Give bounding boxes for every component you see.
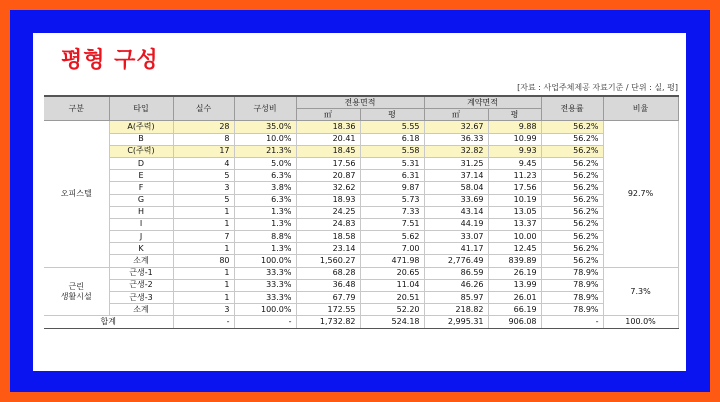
cell-contract-sqm: 36.33 (424, 133, 488, 145)
cell-ratio: 1.3% (234, 243, 296, 255)
cell-contract-pyeong: 9.88 (488, 121, 541, 133)
group-proportion: 7.3% (603, 267, 678, 316)
cell-contract-pyeong: 13.99 (488, 279, 541, 291)
cell-contract-sqm: 37.14 (424, 170, 488, 182)
cell-exclusive-sqm: 24.83 (296, 218, 360, 230)
cell-contract-sqm: 58.04 (424, 182, 488, 194)
cell-contract-sqm: 43.14 (424, 206, 488, 218)
cell-usage-rate: 56.2% (541, 170, 603, 182)
table-row (44, 243, 678, 255)
cell-exclusive-pyeong: 11.04 (360, 279, 424, 291)
cell-ratio: 33.3% (234, 279, 296, 291)
cell-contract-pyeong: 12.45 (488, 243, 541, 255)
cell-contract-sqm: 31.25 (424, 157, 488, 169)
cell-ratio: 6.3% (234, 194, 296, 206)
cell-usage-rate: 56.2% (541, 145, 603, 157)
cell-contract-pyeong: 839.89 (488, 255, 541, 267)
cell-units: 1 (173, 267, 234, 279)
total-units: - (173, 316, 234, 328)
header-exclusive-sqm: ㎡ (296, 109, 360, 121)
header-ratio: 구성비 (234, 96, 296, 121)
header-units: 실수 (173, 96, 234, 121)
cell-exclusive-pyeong: 52.20 (360, 304, 424, 316)
cell-exclusive-pyeong: 7.00 (360, 243, 424, 255)
cell-usage-rate: 78.9% (541, 292, 603, 304)
subtotal-row (44, 255, 678, 267)
header-exclusive-area: 전용면적 (296, 96, 424, 109)
table-row (44, 231, 678, 243)
cell-exclusive-pyeong: 9.87 (360, 182, 424, 194)
cell-exclusive-sqm: 36.48 (296, 279, 360, 291)
cell-type: K (109, 243, 173, 255)
cell-ratio: 33.3% (234, 292, 296, 304)
cell-usage-rate: 56.2% (541, 157, 603, 169)
cell-ratio: 100.0% (234, 255, 296, 267)
cell-type: E (109, 170, 173, 182)
cell-exclusive-sqm: 67.79 (296, 292, 360, 304)
table-row (44, 133, 678, 145)
cell-contract-sqm: 44.19 (424, 218, 488, 230)
total-exclusive-sqm: 1,732.82 (296, 316, 360, 328)
subtotal-row (44, 304, 678, 316)
group-label-line: 근린 (68, 281, 84, 291)
cell-exclusive-sqm: 18.36 (296, 121, 360, 133)
cell-exclusive-pyeong: 5.31 (360, 157, 424, 169)
cell-exclusive-pyeong: 6.31 (360, 170, 424, 182)
cell-contract-sqm: 218.82 (424, 304, 488, 316)
cell-units: 1 (173, 243, 234, 255)
cell-type: G (109, 194, 173, 206)
group-proportion: 92.7% (603, 121, 678, 267)
table-row (44, 145, 678, 157)
cell-usage-rate: 78.9% (541, 279, 603, 291)
group-label-line: 생활시설 (60, 291, 92, 301)
cell-exclusive-sqm: 172.55 (296, 304, 360, 316)
cell-ratio: 8.8% (234, 231, 296, 243)
cell-units: 1 (173, 292, 234, 304)
unit-composition-table (44, 95, 679, 329)
total-usage-rate: - (541, 316, 603, 328)
cell-ratio: 1.3% (234, 218, 296, 230)
group-label (44, 121, 109, 267)
header-contract-sqm: ㎡ (424, 109, 488, 121)
cell-usage-rate: 56.2% (541, 182, 603, 194)
cell-contract-pyeong: 26.19 (488, 267, 541, 279)
cell-contract-sqm: 32.82 (424, 145, 488, 157)
cell-contract-pyeong: 66.19 (488, 304, 541, 316)
page-title: 평형 구성 (61, 48, 159, 73)
cell-exclusive-pyeong: 5.62 (360, 231, 424, 243)
cell-units: 3 (173, 182, 234, 194)
cell-exclusive-sqm: 18.45 (296, 145, 360, 157)
cell-units: 1 (173, 206, 234, 218)
cell-contract-pyeong: 9.45 (488, 157, 541, 169)
cell-type: 근생-1 (109, 267, 173, 279)
cell-contract-sqm: 33.07 (424, 231, 488, 243)
office-section (44, 121, 678, 267)
header-exclusive-pyeong: 평 (360, 109, 424, 121)
cell-ratio: 10.0% (234, 133, 296, 145)
cell-exclusive-pyeong: 20.65 (360, 267, 424, 279)
cell-contract-sqm: 33.69 (424, 194, 488, 206)
header-proportion: 비율 (603, 96, 678, 121)
cell-usage-rate: 56.2% (541, 231, 603, 243)
cell-exclusive-pyeong: 5.58 (360, 145, 424, 157)
cell-units: 5 (173, 194, 234, 206)
cell-exclusive-sqm: 1,560.27 (296, 255, 360, 267)
cell-usage-rate: 56.2% (541, 206, 603, 218)
cell-ratio: 21.3% (234, 145, 296, 157)
header-contract-pyeong: 평 (488, 109, 541, 121)
header-type: 타입 (109, 96, 173, 121)
cell-units: 4 (173, 157, 234, 169)
cell-units: 7 (173, 231, 234, 243)
table-row (44, 267, 678, 279)
cell-type: I (109, 218, 173, 230)
cell-exclusive-pyeong: 7.51 (360, 218, 424, 230)
cell-contract-pyeong: 11.23 (488, 170, 541, 182)
cell-usage-rate: 56.2% (541, 255, 603, 267)
cell-usage-rate: 78.9% (541, 304, 603, 316)
cell-ratio: 3.8% (234, 182, 296, 194)
total-ratio: - (234, 316, 296, 328)
cell-ratio: 5.0% (234, 157, 296, 169)
cell-ratio: 100.0% (234, 304, 296, 316)
cell-exclusive-sqm: 18.58 (296, 231, 360, 243)
cell-units: 17 (173, 145, 234, 157)
cell-units: 3 (173, 304, 234, 316)
table-row (44, 121, 678, 133)
cell-exclusive-sqm: 20.87 (296, 170, 360, 182)
cell-ratio: 6.3% (234, 170, 296, 182)
cell-contract-pyeong: 9.93 (488, 145, 541, 157)
cell-type: J (109, 231, 173, 243)
cell-exclusive-sqm: 68.28 (296, 267, 360, 279)
table-row (44, 218, 678, 230)
table-row (44, 182, 678, 194)
cell-contract-pyeong: 10.99 (488, 133, 541, 145)
cell-ratio: 33.3% (234, 267, 296, 279)
cell-type: 근생-3 (109, 292, 173, 304)
cell-type: 소계 (109, 255, 173, 267)
table-row (44, 157, 678, 169)
cell-ratio: 1.3% (234, 206, 296, 218)
cell-type: 근생-2 (109, 279, 173, 291)
total-exclusive-pyeong: 524.18 (360, 316, 424, 328)
cell-exclusive-pyeong: 20.51 (360, 292, 424, 304)
cell-exclusive-pyeong: 5.73 (360, 194, 424, 206)
cell-contract-pyeong: 26.01 (488, 292, 541, 304)
header-contract-area: 계약면적 (424, 96, 541, 109)
total-section (44, 316, 678, 328)
cell-usage-rate: 56.2% (541, 121, 603, 133)
cell-exclusive-sqm: 23.14 (296, 243, 360, 255)
cell-usage-rate: 56.2% (541, 133, 603, 145)
cell-contract-pyeong: 13.05 (488, 206, 541, 218)
cell-contract-pyeong: 13.37 (488, 218, 541, 230)
total-label: 합계 (44, 316, 173, 328)
cell-contract-sqm: 86.59 (424, 267, 488, 279)
cell-exclusive-sqm: 17.56 (296, 157, 360, 169)
cell-type: B (109, 133, 173, 145)
header-usage-rate: 전용률 (541, 96, 603, 121)
total-contract-pyeong: 906.08 (488, 316, 541, 328)
cell-exclusive-sqm: 18.93 (296, 194, 360, 206)
cell-type: A(주력) (109, 121, 173, 133)
cell-exclusive-pyeong: 7.33 (360, 206, 424, 218)
cell-units: 80 (173, 255, 234, 267)
table-row (44, 194, 678, 206)
cell-usage-rate: 56.2% (541, 243, 603, 255)
header-group: 구분 (44, 96, 109, 121)
retail-section (44, 267, 678, 316)
cell-contract-sqm: 2,776.49 (424, 255, 488, 267)
cell-exclusive-sqm: 20.41 (296, 133, 360, 145)
cell-units: 5 (173, 170, 234, 182)
table-row (44, 292, 678, 304)
cell-ratio: 35.0% (234, 121, 296, 133)
cell-exclusive-pyeong: 5.55 (360, 121, 424, 133)
cell-type: C(주력) (109, 145, 173, 157)
cell-contract-sqm: 32.67 (424, 121, 488, 133)
table-row (44, 170, 678, 182)
cell-usage-rate: 56.2% (541, 218, 603, 230)
group-label (44, 267, 109, 316)
cell-units: 1 (173, 279, 234, 291)
content-panel (33, 33, 686, 371)
table-row (44, 279, 678, 291)
table-row (44, 206, 678, 218)
cell-contract-sqm: 46.26 (424, 279, 488, 291)
cell-contract-pyeong: 17.56 (488, 182, 541, 194)
cell-usage-rate: 78.9% (541, 267, 603, 279)
cell-contract-sqm: 85.97 (424, 292, 488, 304)
cell-type: F (109, 182, 173, 194)
total-contract-sqm: 2,995.31 (424, 316, 488, 328)
cell-units: 1 (173, 218, 234, 230)
cell-type: H (109, 206, 173, 218)
cell-units: 8 (173, 133, 234, 145)
total-proportion: 100.0% (603, 316, 678, 328)
cell-exclusive-pyeong: 471.98 (360, 255, 424, 267)
cell-contract-sqm: 41.17 (424, 243, 488, 255)
cell-exclusive-sqm: 32.62 (296, 182, 360, 194)
cell-type: D (109, 157, 173, 169)
cell-type: 소계 (109, 304, 173, 316)
source-note: [자료 : 사업주체제공 자료기준 / 단위 : 실, 평] (517, 83, 678, 92)
cell-contract-pyeong: 10.19 (488, 194, 541, 206)
cell-usage-rate: 56.2% (541, 194, 603, 206)
total-row (44, 316, 678, 328)
cell-contract-pyeong: 10.00 (488, 231, 541, 243)
cell-exclusive-pyeong: 6.18 (360, 133, 424, 145)
group-label-line: 오피스텔 (60, 189, 92, 198)
cell-units: 28 (173, 121, 234, 133)
cell-exclusive-sqm: 24.25 (296, 206, 360, 218)
